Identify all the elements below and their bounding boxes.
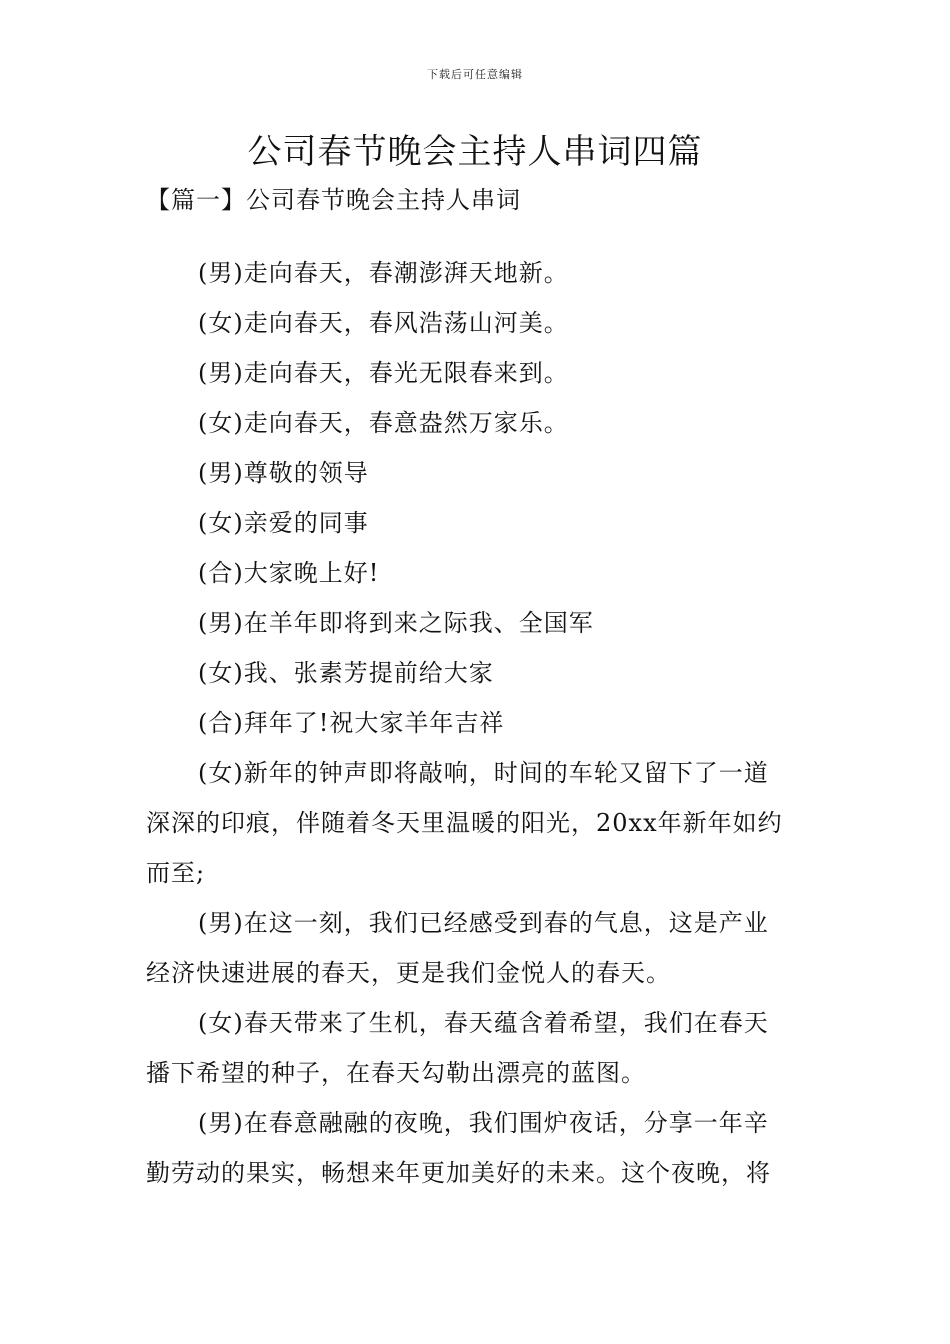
header-note: 下载后可任意编辑 bbox=[427, 68, 523, 81]
dialogue-line: (男)尊敬的领导 bbox=[198, 459, 369, 487]
paragraph bbox=[146, 998, 810, 1098]
paragraph-line: (女)新年的钟声即将敲响，时间的车轮又留下了一道 bbox=[198, 759, 769, 787]
dialogue-line: (女)走向春天，春意盎然万家乐。 bbox=[198, 409, 569, 437]
section-heading: 【篇一】公司春节晚会主持人串词 bbox=[146, 186, 521, 214]
dialogue-line: (女)走向春天，春风浩荡山河美。 bbox=[198, 309, 569, 337]
paragraph-line: (女)春天带来了生机，春天蕴含着希望，我们在春天 bbox=[198, 1009, 769, 1037]
document-title: 公司春节晚会主持人串词四篇 bbox=[247, 132, 703, 172]
paragraph bbox=[146, 1098, 810, 1198]
paragraph-line: 勤劳动的果实，畅想来年更加美好的未来。这个夜晚，将 bbox=[146, 1159, 771, 1187]
dialogue-line: (女)亲爱的同事 bbox=[198, 509, 369, 537]
dialogue-line: (合)大家晚上好! bbox=[198, 559, 380, 587]
paragraph-line: 播下希望的种子，在春天勾勒出漂亮的蓝图。 bbox=[146, 1059, 646, 1087]
dialogue-line: (男)走向春天，春光无限春来到。 bbox=[198, 359, 569, 387]
dialogue-line: (合)拜年了!祝大家羊年吉祥 bbox=[198, 709, 505, 737]
dialogue-line: (男)走向春天，春潮澎湃天地新。 bbox=[198, 259, 569, 287]
dialogue-line: (女)我、张素芳提前给大家 bbox=[198, 659, 494, 687]
paragraph bbox=[146, 748, 810, 898]
paragraph-line: 而至; bbox=[146, 859, 206, 887]
paragraph-line: 经济快速进展的春天，更是我们金悦人的春天。 bbox=[146, 959, 671, 987]
dialogue-line: (男)在羊年即将到来之际我、全国军 bbox=[198, 609, 594, 637]
paragraph-line: 深深的印痕，伴随着冬天里温暖的阳光，20xx年新年如约 bbox=[146, 809, 783, 837]
paragraph-line: (男)在这一刻，我们已经感受到春的气息，这是产业 bbox=[198, 909, 769, 937]
document-body bbox=[146, 248, 810, 1198]
paragraph bbox=[146, 898, 810, 998]
paragraph-line: (男)在春意融融的夜晚，我们围炉夜话，分享一年辛 bbox=[198, 1109, 769, 1137]
